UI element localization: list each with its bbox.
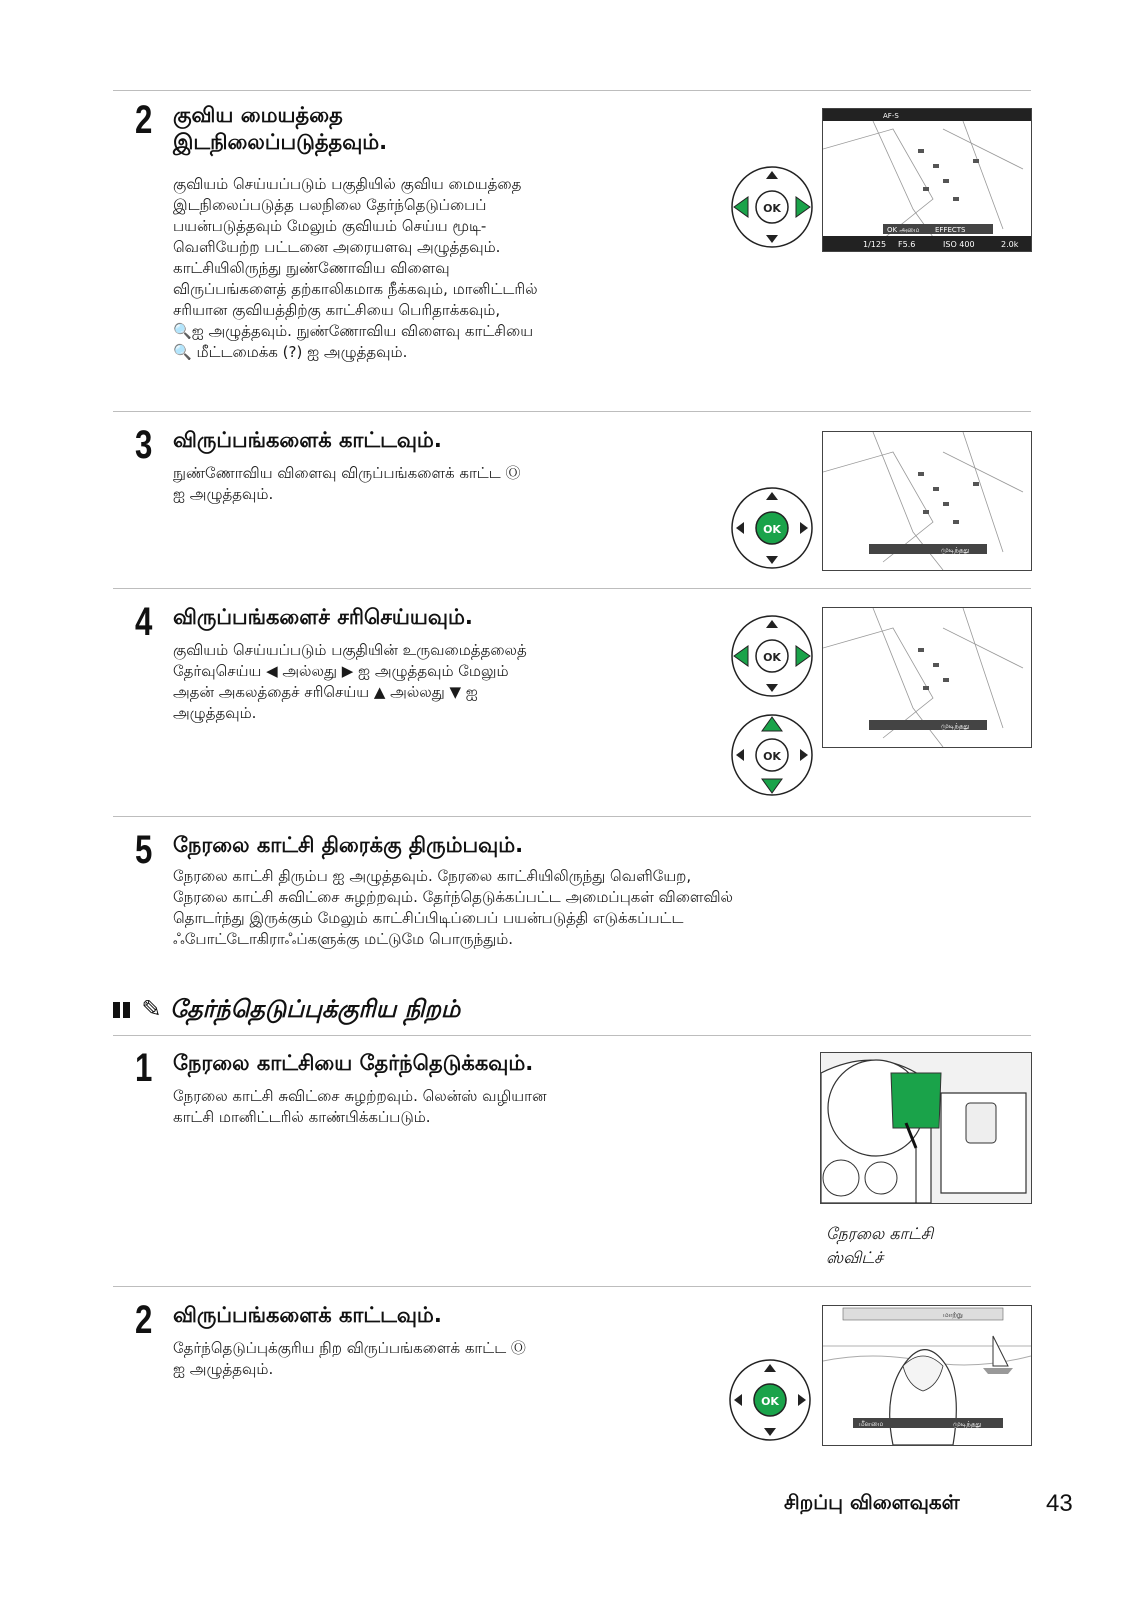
live-view-screen-selective-color — [822, 1305, 1032, 1446]
svg-text:ISO 400: ISO 400 — [943, 240, 975, 249]
svg-text:முடிந்தது: முடிந்தது — [953, 1420, 982, 1428]
page-number: 43 — [1046, 1490, 1073, 1517]
chapter-label: சிறப்பு விளைவுகள் — [784, 1490, 960, 1514]
step-body: நுண்ணோவிய விளைவு விருப்பங்களைக் காட்ட Ⓞ ஐ அழுத்தவும். — [173, 464, 521, 503]
svg-text:2.0k: 2.0k — [1001, 240, 1019, 249]
svg-text:மாற்று: மாற்று — [943, 1311, 963, 1319]
svg-text:OK: OK — [763, 651, 781, 664]
zoom-icon: 🔍 — [173, 322, 192, 340]
step-title: நேரலை காட்சி திரைக்கு திரும்பவும். — [173, 833, 524, 857]
step-number: 2 — [135, 1298, 153, 1342]
step-body: தேர்ந்தெடுப்புக்குரிய நிற விருப்பங்களைக் காட்ட Ⓞ ஐ அழுத்தவும். — [173, 1339, 526, 1378]
svg-text:OK அமை: OK அமை — [887, 226, 920, 234]
camera-body-illustration — [820, 1052, 1032, 1204]
step-body: குவியம் செய்யப்படும் பகுதியில் குவிய மையத்தை இடநிலைப்படுத்த பலநிலை தேர்ந்தெடுப்பைப் பயன்படுத்தவும் மேலும் குவியம் செய்ய மூடி- வெளியேற்ற பட்டனை அரையளவு அழுத்தவும். காட்சியிலிருந்து நுண்ணோவிய விளைவு விருப்பங்களைத் தற்காலிகமாக நீக்கவும், மானிட்டரில் சரியான குவியத்திற்கு காட்சியை பெரிதாக்கவும், 🔍ஐ அழுத்தவும். நுண்ணோவிய விளைவு காட்சியை 🔍 மீட்டமைக்க (?) ஐ அழுத்தவும். — [173, 175, 538, 361]
svg-text:OK: OK — [763, 523, 781, 536]
eyedropper-icon: ✎ — [141, 995, 162, 1023]
step-title: விருப்பங்களைச் சரிசெய்யவும். — [173, 605, 473, 629]
multi-selector-left-right-icon — [728, 163, 816, 251]
multi-selector-left-right-icon — [728, 612, 816, 700]
step-number: 3 — [135, 423, 153, 467]
step-number: 2 — [135, 98, 153, 142]
svg-text:F5.6: F5.6 — [898, 240, 916, 249]
svg-text:OK: OK — [763, 750, 781, 763]
multi-selector-ok-icon — [726, 1356, 814, 1444]
step-title: விருப்பங்களைக் காட்டவும். — [173, 428, 442, 452]
step-body: குவியம் செய்யப்படும் பகுதியின் உருவமைத்தலைத் தேர்வுசெய்ய ◀ அல்லது ▶ ஐ அழுத்தவும் மேலும் அதன் அகலத்தைச் சரிசெய்ய ▲ அல்லது ▼ ஐ அழுத்தவும். — [173, 641, 527, 722]
svg-text:OK: OK — [761, 1395, 779, 1408]
step-title: குவிய மையத்தை இடநிலைப்படுத்தவும். — [173, 103, 388, 154]
step-body: நேரலை காட்சி சுவிட்சை சுழற்றவும். லென்ஸ் வழியான காட்சி மானிட்டரில் காண்பிக்கப்படும். — [173, 1087, 547, 1126]
divider — [113, 90, 1031, 91]
divider — [113, 1286, 1031, 1287]
svg-text:முடிந்தது: முடிந்தது — [941, 546, 970, 554]
step-number: 4 — [135, 600, 153, 644]
step-number: 5 — [135, 828, 153, 872]
section-marker — [113, 1002, 120, 1018]
divider — [113, 816, 1031, 817]
live-view-screen-adjust — [822, 607, 1032, 748]
zoom-out-icon: 🔍 — [173, 343, 197, 361]
step-title: நேரலை காட்சியை தேர்ந்தெடுக்கவும். — [173, 1051, 534, 1075]
svg-text:முடிந்தது: முடிந்தது — [941, 722, 970, 730]
live-view-screen-options — [822, 431, 1032, 571]
svg-text:AF-S: AF-S — [883, 112, 899, 120]
svg-text:1/125: 1/125 — [863, 240, 887, 249]
step-title: விருப்பங்களைக் காட்டவும். — [173, 1303, 442, 1327]
step-number: 1 — [135, 1046, 153, 1090]
multi-selector-ok-icon — [728, 484, 816, 572]
svg-text:OK: OK — [763, 202, 781, 215]
svg-text:மீளமை: மீளமை — [859, 1420, 884, 1428]
live-view-switch-caption: நேரலை காட்சி ஸ்விட்ச் — [826, 1224, 934, 1267]
divider — [113, 1035, 1031, 1036]
section-heading: ✎ தேர்ந்தெடுப்புக்குரிய நிறம் — [113, 995, 460, 1026]
multi-selector-up-down-icon — [728, 711, 816, 799]
divider — [113, 588, 1031, 589]
svg-text:EFFECTS: EFFECTS — [935, 226, 966, 234]
step-body: நேரலை காட்சி திரும்ப ஐ அழுத்தவும். நேரலை காட்சியிலிருந்து வெளியேற, நேரலை காட்சி சுவிட்சை சுழற்றவும். தேர்ந்தெடுக்கப்பட்ட அமைப்புகள் விளைவில் தொடர்ந்து இருக்கும் மேலும் காட்சிப்பிடிப்பைப் பயன்படுத்தி எடுக்கப்பட்ட ஃபோட்டோகிராஃப்களுக்கு மட்டுமே பொருந்தும். — [173, 867, 733, 948]
ok-button-icon: Ⓞ — [505, 464, 521, 482]
live-view-screen-focus — [822, 108, 1032, 252]
divider — [113, 411, 1031, 412]
ok-button-icon: Ⓞ — [510, 1339, 526, 1357]
